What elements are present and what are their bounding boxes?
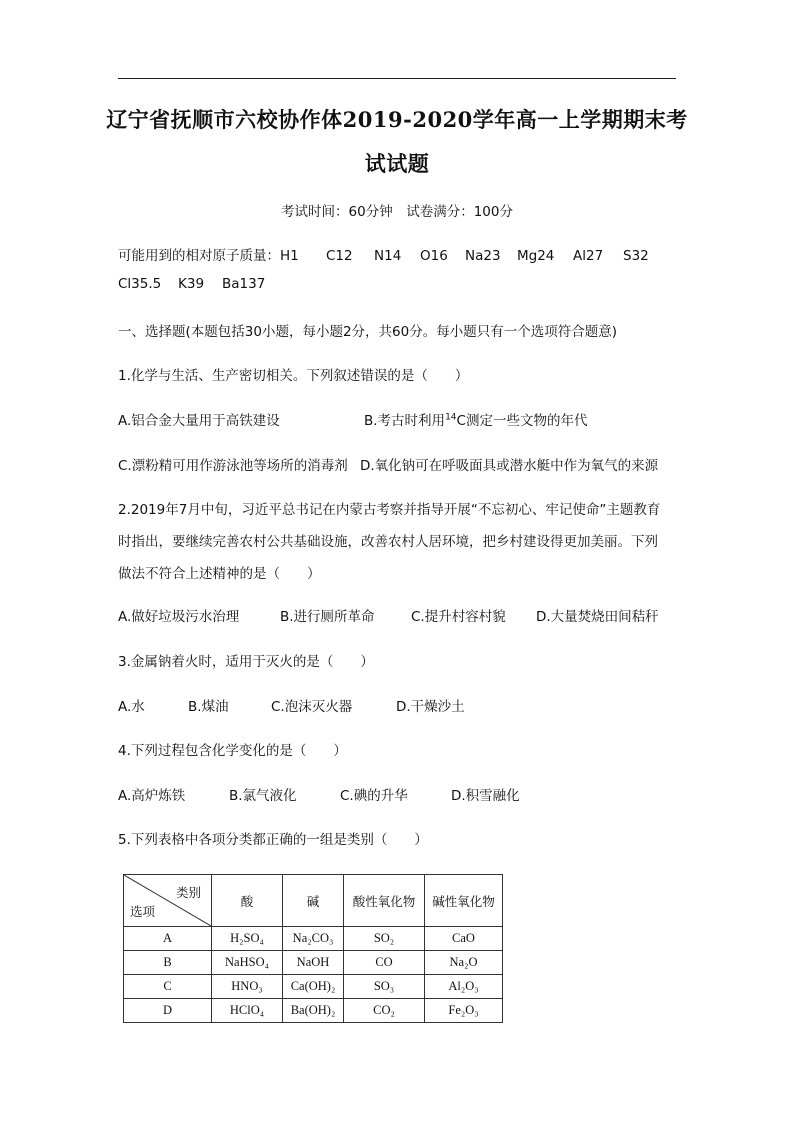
table-cell: Na₂O — [425, 951, 503, 975]
header-acid: 酸 — [212, 875, 283, 927]
question-1-options-cd — [118, 454, 658, 474]
table-cell: HClO₄ — [212, 999, 283, 1023]
table-row — [124, 951, 503, 975]
mass-item: Mg24 — [517, 248, 555, 264]
table-cell: HNO₃ — [212, 975, 283, 999]
option-b: B.煤油 — [188, 699, 229, 715]
exam-info: 考试时间：60分钟 试卷满分：100分 — [281, 204, 513, 220]
page-title: 辽宁省抚顺市六校协作体2019-2020学年高一上学期期末考 — [106, 107, 688, 132]
question-1-stem: 1.化学与生活、生产密切相关。下列叙述错误的是（ ） — [118, 368, 469, 384]
table-row — [124, 999, 503, 1023]
table-cell: Al₂O₃ — [425, 975, 503, 999]
mass-item: Cl35.5 — [118, 276, 162, 292]
table-cell: B — [124, 951, 212, 975]
question-1-options-ab — [118, 409, 587, 429]
atomic-masses-line1 — [118, 244, 649, 264]
corner-cell — [124, 875, 212, 927]
table-cell: CO₂ — [344, 999, 425, 1023]
option-d: D.大量焚烧田间秸秆 — [536, 609, 659, 625]
question-2-options — [118, 605, 659, 625]
isotope-superscript: 14 — [445, 412, 457, 423]
option-b: B.进行厕所革命 — [280, 609, 375, 625]
option-b-text: B.考古时利用 — [364, 413, 446, 429]
table-cell: CaO — [425, 927, 503, 951]
corner-bottom-label: 选项 — [130, 905, 156, 919]
option-a: A.水 — [118, 699, 145, 715]
mass-item: Al27 — [573, 248, 604, 264]
atomic-masses-line2 — [118, 276, 265, 292]
mass-item: S32 — [623, 248, 649, 264]
option-a: A.高炉炼铁 — [118, 788, 186, 804]
mass-item: N14 — [374, 248, 402, 264]
section-heading: 一、选择题(本题包括30小题，每小题2分，共60分。每小题只有一个选项符合题意) — [118, 324, 617, 340]
header-rule — [118, 78, 676, 79]
table-cell: Fe₂O₃ — [425, 999, 503, 1023]
option-a: A.铝合金大量用于高铁建设 — [118, 413, 280, 429]
table-cell: D — [124, 999, 212, 1023]
table-cell: Na₂CO₃ — [283, 927, 344, 951]
mass-item: C12 — [326, 248, 353, 264]
question-4-options — [118, 784, 520, 804]
question-5-stem: 5.下列表格中各项分类都正确的一组是类别（ ） — [118, 832, 428, 848]
option-d: D.氧化钠可在呼吸面具或潜水艇中作为氧气的来源 — [360, 458, 659, 474]
table-header-row — [124, 875, 503, 927]
table-cell: CO — [344, 951, 425, 975]
mass-item: Na23 — [465, 248, 501, 264]
option-b — [364, 409, 587, 429]
option-b-text-cont: C测定一些文物的年代 — [456, 413, 588, 429]
table-cell: A — [124, 927, 212, 951]
option-c: C.泡沫灭火器 — [271, 699, 353, 715]
header-base: 碱 — [283, 875, 344, 927]
question-3-options — [118, 695, 465, 715]
table-cell: NaHSO₄ — [212, 951, 283, 975]
table-cell: SO₃ — [344, 975, 425, 999]
table-row — [124, 927, 503, 951]
question-3-stem: 3.金属钠着火时，适用于灭火的是（ ） — [118, 654, 374, 670]
question-2-stem-cont2: 做法不符合上述精神的是（ ） — [118, 566, 321, 582]
table-cell: C — [124, 975, 212, 999]
table-cell: SO₂ — [344, 927, 425, 951]
table-cell: NaOH — [283, 951, 344, 975]
option-d: D.积雪融化 — [451, 788, 520, 804]
table-cell: H₂SO₄ — [212, 927, 283, 951]
classification-table — [123, 874, 503, 1023]
header-basic-oxide: 碱性氧化物 — [425, 875, 503, 927]
option-c: C.提升村容村貌 — [411, 609, 506, 625]
mass-item: O16 — [420, 248, 448, 264]
option-b: B.氯气液化 — [229, 788, 297, 804]
header-acidic-oxide: 酸性氧化物 — [344, 875, 425, 927]
question-2-stem: 2.2019年7月中旬，习近平总书记在内蒙古考察并指导开展“不忘初心、牢记使命”主题教育 — [118, 502, 661, 518]
page-title-cont: 试试题 — [364, 151, 430, 176]
table-cell: Ca(OH)₂ — [283, 975, 344, 999]
corner-top-label: 类别 — [175, 886, 201, 900]
question-2-stem-cont: 时指出，要继续完善农村公共基础设施，改善农村人居环境，把乡村建设得更加美丽。下列 — [118, 534, 658, 550]
option-a: A.做好垃圾污水治理 — [118, 609, 240, 625]
option-c: C.碘的升华 — [340, 788, 408, 804]
mass-item: 可能用到的相对原子质量：H1 — [118, 248, 299, 264]
mass-item: Ba137 — [222, 276, 266, 292]
table-row — [124, 975, 503, 999]
question-4-stem: 4.下列过程包含化学变化的是（ ） — [118, 743, 347, 759]
mass-item: K39 — [178, 276, 205, 292]
option-d: D.干燥沙土 — [396, 699, 465, 715]
table-cell: Ba(OH)₂ — [283, 999, 344, 1023]
option-c: C.漂粉精可用作游泳池等场所的消毒剂 — [118, 458, 348, 474]
